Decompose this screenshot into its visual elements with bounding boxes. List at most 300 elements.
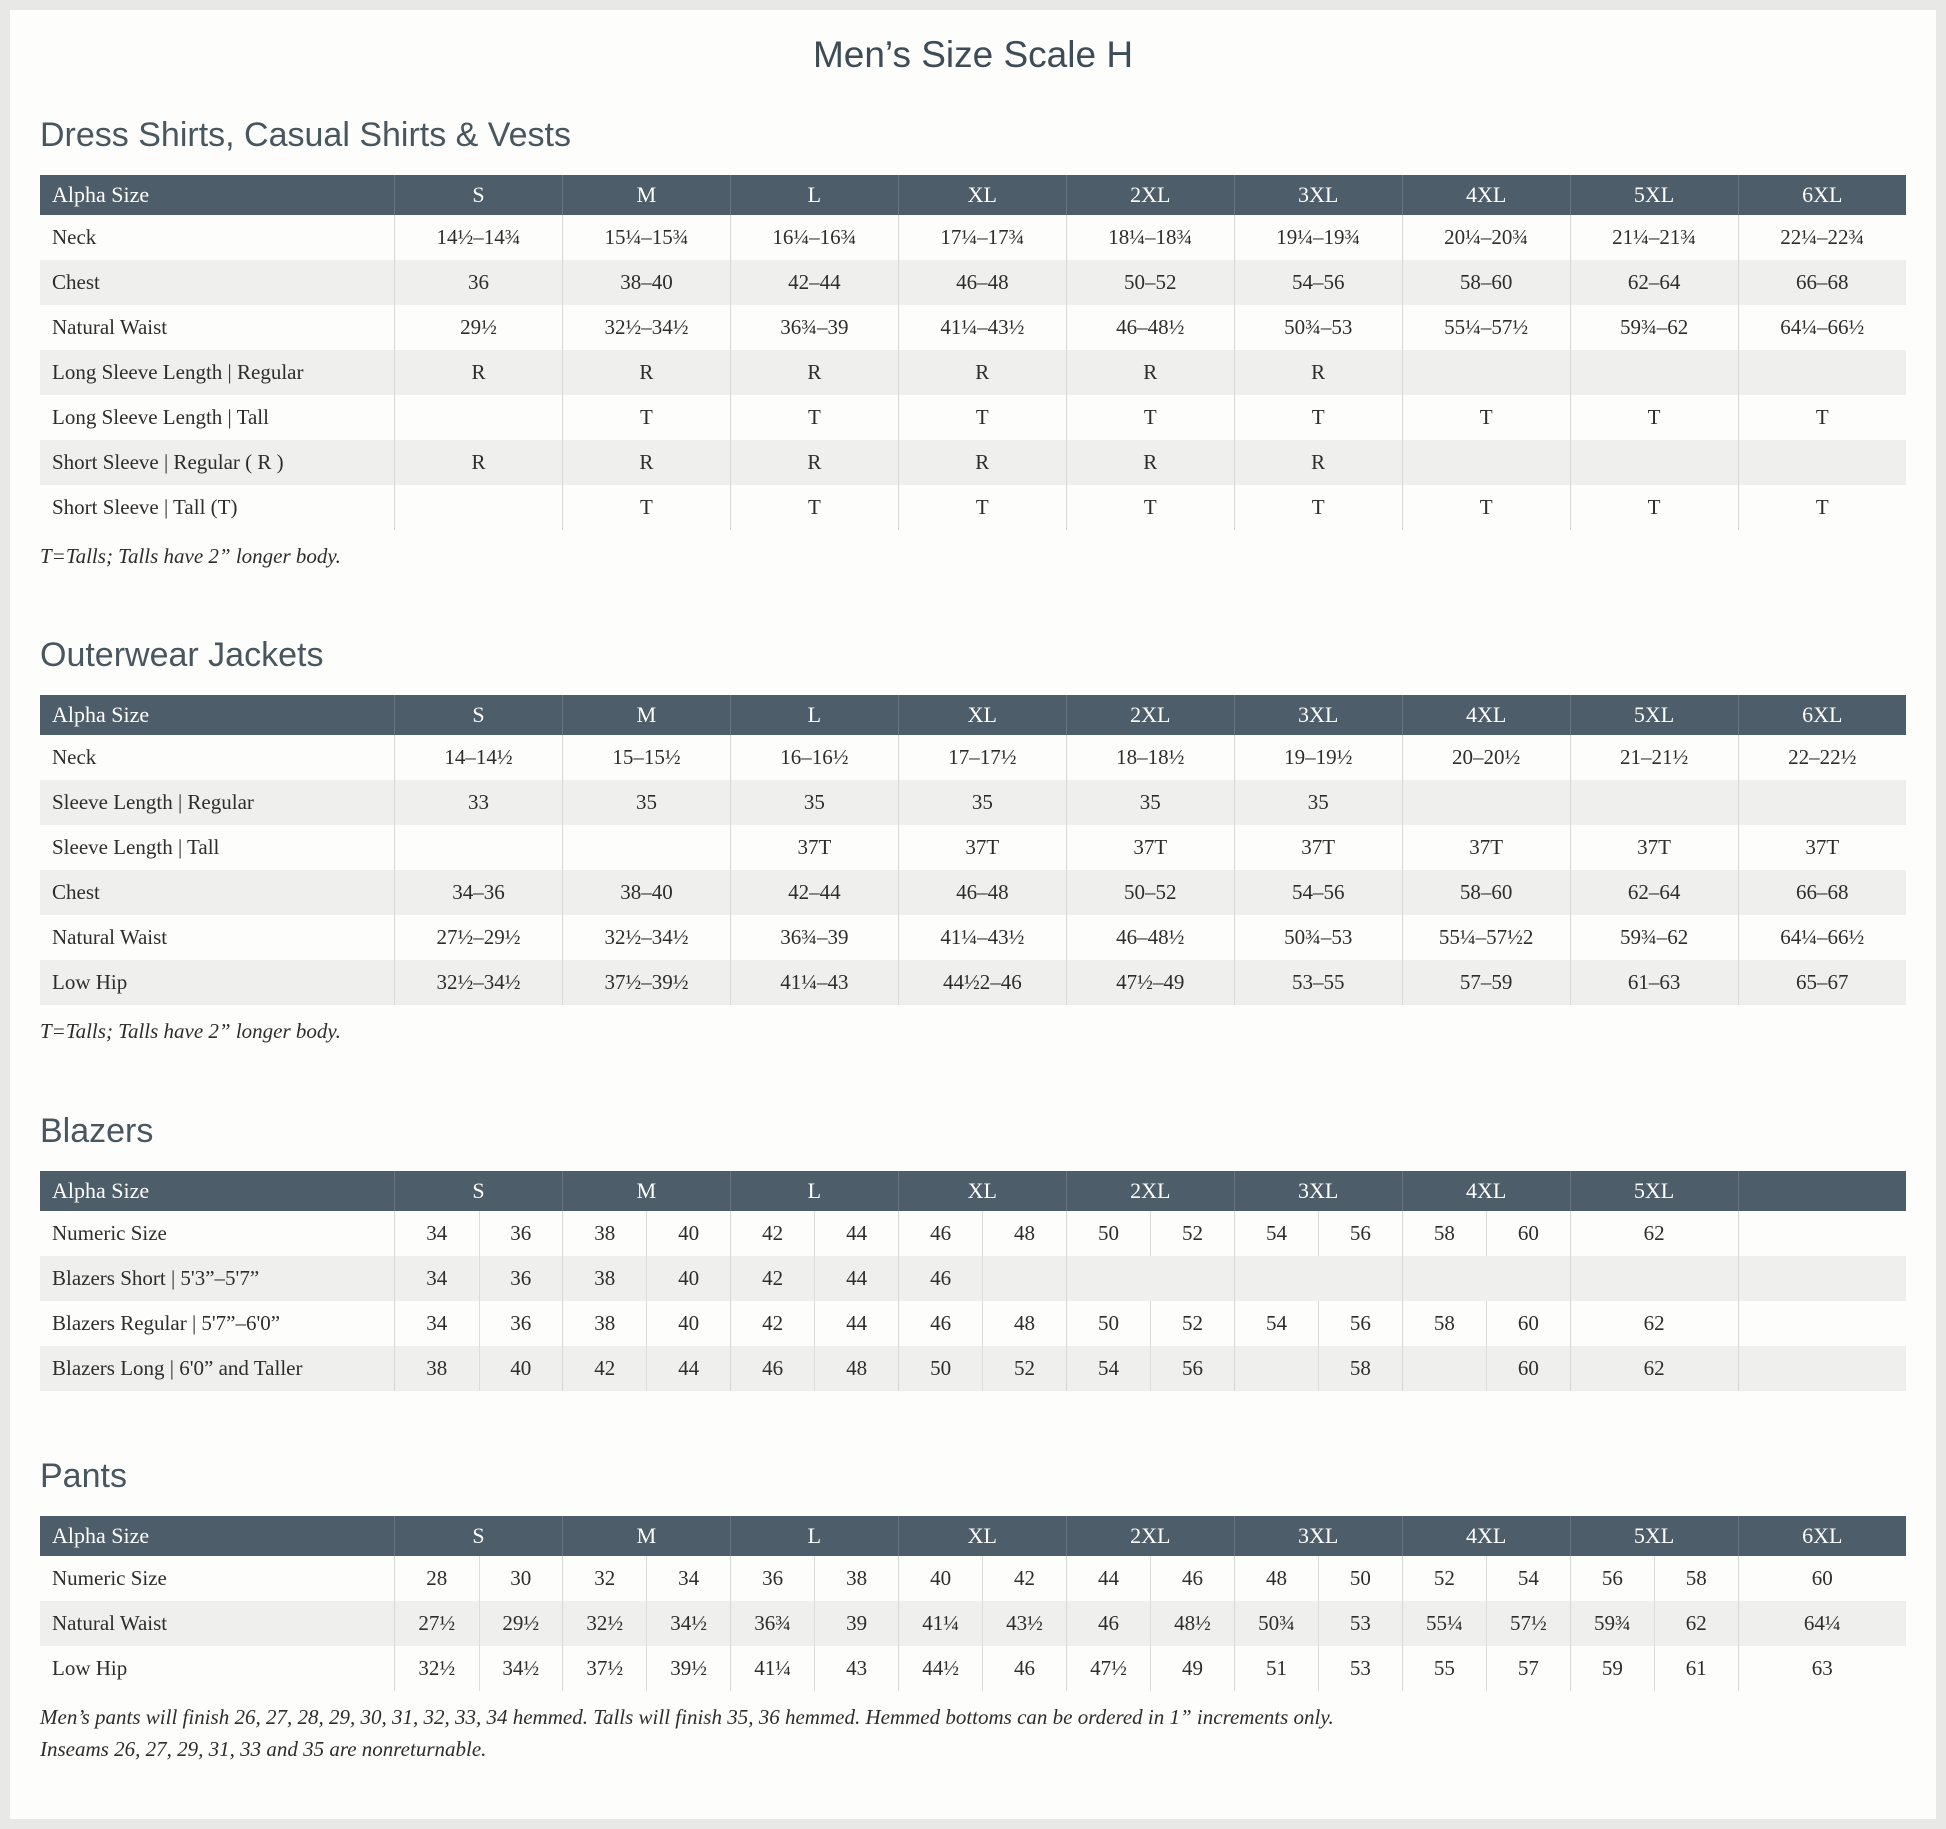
cell-value: 43½ (982, 1601, 1065, 1646)
cell (898, 1601, 1066, 1646)
split-cell (731, 1601, 898, 1646)
cell-value: 38–40 (562, 260, 730, 305)
cell (1234, 1556, 1402, 1601)
cell-value: 57–59 (1402, 960, 1570, 1005)
section-heading: Pants (40, 1456, 127, 1495)
cell-value (395, 825, 563, 870)
split-cell (395, 1346, 562, 1391)
split-cell (731, 1211, 898, 1256)
cell-value (1738, 780, 1906, 825)
cell-value: 59¾ (1593, 1610, 1631, 1635)
cell-value: 52 (982, 1346, 1065, 1391)
cell-value: 36¾–39 (730, 305, 898, 350)
table-header-row (40, 695, 1906, 735)
cell-value: 46–48 (898, 260, 1066, 305)
cell-value: 37T (898, 825, 1066, 870)
cell-value: 50¾–53 (1234, 915, 1402, 960)
cell (1570, 1556, 1738, 1601)
cell-value (1570, 1256, 1738, 1301)
cell-value: 60 (1486, 1211, 1569, 1256)
footnote: T=Talls; Talls have 2” longer body. (40, 1019, 341, 1044)
cell (1234, 1601, 1402, 1646)
cell-value: T (1066, 485, 1234, 530)
alpha-size-header: Alpha Size (40, 695, 395, 735)
cell-value: 58 (1433, 1310, 1455, 1335)
size-table (40, 695, 1906, 1005)
sections-container (40, 116, 1906, 1763)
cell-value: T (1402, 485, 1570, 530)
column-header: S (395, 1516, 563, 1556)
cell-value: R (1234, 350, 1402, 395)
cell-value: 22–22½ (1738, 735, 1906, 780)
cell-value: 58 (1318, 1346, 1401, 1391)
cell-value: 50–52 (1066, 870, 1234, 915)
cell-value: 42 (594, 1355, 616, 1380)
cell (1402, 1346, 1570, 1391)
cell-value: 20¼–20¾ (1402, 215, 1570, 260)
column-header: 3XL (1234, 1516, 1402, 1556)
cell-value: 50 (930, 1355, 952, 1380)
cell-value: 65–67 (1738, 960, 1906, 1005)
cell-value: 32 (594, 1565, 616, 1590)
column-header: M (562, 1516, 730, 1556)
cell-value: 58 (1654, 1556, 1737, 1601)
cell-value: 18¼–18¾ (1066, 215, 1234, 260)
cell (395, 1646, 563, 1691)
row-label: Natural Waist (52, 925, 168, 950)
cell-value: 42 (762, 1220, 784, 1245)
split-cell (563, 1256, 730, 1301)
row-label: Numeric Size (52, 1565, 167, 1590)
cell-value: 57 (1486, 1646, 1569, 1691)
column-header: 4XL (1402, 1516, 1570, 1556)
column-header: M (562, 1171, 730, 1211)
cell-value (1402, 440, 1570, 485)
cell-value (562, 825, 730, 870)
table-header-row (40, 175, 1906, 215)
cell-value (1402, 780, 1570, 825)
cell-value: R (730, 440, 898, 485)
footnote: Inseams 26, 27, 29, 31, 33 and 35 are nonreturnable. (40, 1737, 487, 1762)
column-header: 3XL (1234, 175, 1402, 215)
cell-value (1234, 1256, 1402, 1301)
cell-value: T (898, 395, 1066, 440)
table-row (40, 485, 1906, 530)
cell (1234, 1346, 1402, 1391)
split-cell (563, 1646, 730, 1691)
cell-value: T (1738, 485, 1906, 530)
cell-value: 56 (1601, 1565, 1623, 1590)
cell-value: 54 (1486, 1556, 1569, 1601)
cell (1570, 1601, 1738, 1646)
cell-value: T (1402, 395, 1570, 440)
cell-value (1570, 780, 1738, 825)
column-header: 3XL (1234, 1171, 1402, 1211)
cell-value: 17–17½ (898, 735, 1066, 780)
table-row (40, 215, 1906, 260)
split-cell (1571, 1601, 1738, 1646)
cell (562, 1346, 730, 1391)
cell-value: 46–48½ (1066, 305, 1234, 350)
column-header: 2XL (1066, 1171, 1234, 1211)
column-header: S (395, 695, 563, 735)
cell-value: 51 (1265, 1655, 1287, 1680)
cell-value: 55 (1433, 1655, 1455, 1680)
row-label: Natural Waist (52, 1610, 168, 1635)
cell-value: 18–18½ (1066, 735, 1234, 780)
cell-value (1235, 1346, 1318, 1391)
cell-value: T (562, 395, 730, 440)
cell-value: 36¾ (754, 1610, 792, 1635)
cell-value: T (1738, 395, 1906, 440)
cell-value: 46 (1150, 1556, 1233, 1601)
cell-value: 46–48 (898, 870, 1066, 915)
cell (1234, 1301, 1402, 1346)
cell-value: 37T (1234, 825, 1402, 870)
cell-value: 61 (1654, 1646, 1737, 1691)
cell (730, 1256, 898, 1301)
cell-value: 41¼–43½ (898, 305, 1066, 350)
column-header: 3XL (1234, 695, 1402, 735)
row-label: Long Sleeve Length | Regular (52, 360, 304, 384)
cell-value: 42–44 (730, 260, 898, 305)
split-cell (1067, 1601, 1234, 1646)
cell-value: 50 (1098, 1310, 1120, 1335)
cell-value: 48 (814, 1346, 897, 1391)
split-cell (731, 1646, 898, 1691)
cell (1066, 1211, 1234, 1256)
cell-value: 44 (1098, 1565, 1120, 1590)
cell-value: 44 (646, 1346, 729, 1391)
table-row (40, 1256, 1906, 1301)
cell (898, 1211, 1066, 1256)
alpha-size-header: Alpha Size (40, 1516, 395, 1556)
cell-value: 27½ (418, 1610, 456, 1635)
split-cell (1403, 1556, 1570, 1601)
split-cell (395, 1601, 562, 1646)
cell-value: 64¼–66½ (1738, 305, 1906, 350)
cell-value (395, 485, 563, 530)
cell-value: 37T (1402, 825, 1570, 870)
split-cell (899, 1556, 1066, 1601)
cell-value: 66–68 (1738, 870, 1906, 915)
column-header: 4XL (1402, 1171, 1570, 1211)
table-row (40, 260, 1906, 305)
cell-value: 38 (426, 1355, 448, 1380)
cell-value: T (1066, 395, 1234, 440)
table-row (40, 1301, 1906, 1346)
cell-value: 38 (594, 1220, 616, 1245)
row-label: Sleeve Length | Tall (52, 835, 220, 860)
cell-value: 41¼–43 (730, 960, 898, 1005)
cell (562, 1556, 730, 1601)
row-label: Natural Waist (52, 315, 168, 339)
cell (1234, 1646, 1402, 1691)
split-cell (395, 1211, 562, 1256)
cell-value: R (562, 440, 730, 485)
cell-value (982, 1256, 1065, 1301)
row-label: Short Sleeve | Regular ( R ) (52, 450, 284, 474)
cell-value: R (395, 440, 563, 485)
cell-value: 46 (982, 1646, 1065, 1691)
cell-value (395, 395, 563, 440)
cell-value: 22¼–22¾ (1738, 215, 1906, 260)
cell-value: 35 (1234, 780, 1402, 825)
cell-value: 15–15½ (562, 735, 730, 780)
cell-value: 37T (730, 825, 898, 870)
cell-value: 34 (426, 1310, 448, 1335)
cell (1066, 1646, 1234, 1691)
column-header: L (730, 1171, 898, 1211)
split-cell (899, 1601, 1066, 1646)
cell-value: R (395, 350, 563, 395)
split-cell (899, 1346, 1066, 1391)
cell-value: T (1234, 485, 1402, 530)
section-heading: Blazers (40, 1111, 154, 1150)
cell-value: T (1234, 395, 1402, 440)
cell (898, 1346, 1066, 1391)
cell-value: 58–60 (1402, 870, 1570, 915)
cell-value (1403, 1346, 1486, 1391)
cell (395, 1211, 563, 1256)
cell-value: 46 (930, 1220, 952, 1245)
cell (1402, 1301, 1570, 1346)
column-header: 5XL (1570, 1516, 1738, 1556)
cell (898, 1556, 1066, 1601)
table-row (40, 825, 1906, 870)
row-label: Long Sleeve Length | Tall (52, 405, 269, 429)
split-cell (1235, 1346, 1402, 1391)
cell (1402, 1646, 1570, 1691)
cell-value: 27½–29½ (395, 915, 563, 960)
column-header: L (730, 175, 898, 215)
cell-value: 34 (426, 1220, 448, 1245)
cell-value: 62 (1570, 1301, 1738, 1346)
cell-value: 46 (930, 1310, 952, 1335)
row-label: Low Hip (52, 1655, 128, 1680)
cell-value: 37T (1738, 825, 1906, 870)
cell-value: 33 (395, 780, 563, 825)
column-header: 6XL (1738, 695, 1906, 735)
cell-value: 37½ (586, 1655, 624, 1680)
cell-value: 44 (814, 1301, 897, 1346)
cell-value (1402, 350, 1570, 395)
cell-value: 36 (479, 1211, 562, 1256)
cell-value: 44½2–46 (898, 960, 1066, 1005)
cell-value: 62 (1654, 1601, 1737, 1646)
cell (395, 1301, 563, 1346)
cell-value: 40 (646, 1211, 729, 1256)
row-label: Blazers Long | 6'0” and Taller (52, 1355, 303, 1380)
section-heading: Dress Shirts, Casual Shirts & Vests (40, 116, 571, 154)
cell-value: 39 (814, 1601, 897, 1646)
cell-value: 40 (646, 1301, 729, 1346)
cell-value: 54–56 (1234, 260, 1402, 305)
table-row (40, 1211, 1906, 1256)
split-cell (395, 1301, 562, 1346)
split-cell (395, 1256, 562, 1301)
cell-value: 50–52 (1066, 260, 1234, 305)
cell-value: 34 (646, 1556, 729, 1601)
cell-value: 16–16½ (730, 735, 898, 780)
split-cell (1067, 1211, 1234, 1256)
cell-value: 44 (814, 1211, 897, 1256)
cell-value: 58 (1433, 1220, 1455, 1245)
cell (1234, 1211, 1402, 1256)
footnote: Men’s pants will finish 26, 27, 28, 29, 30, 31, 32, 33, 34 hemmed. Talls will finish 35, 36 hemmed. Hemmed bottoms can be ordered in 1” increments only. (40, 1704, 1334, 1729)
cell-value: 21–21½ (1570, 735, 1738, 780)
cell (898, 1646, 1066, 1691)
cell (395, 1256, 563, 1301)
cell-value: 54 (1098, 1355, 1120, 1380)
cell-value: 56 (1150, 1346, 1233, 1391)
split-cell (1403, 1301, 1570, 1346)
cell-value: 46 (930, 1265, 952, 1290)
table-row (40, 780, 1906, 825)
cell-value: 28 (426, 1565, 448, 1590)
row-label: Numeric Size (52, 1220, 167, 1245)
split-cell (1067, 1646, 1234, 1691)
cell-value: 35 (1066, 780, 1234, 825)
split-cell (899, 1211, 1066, 1256)
size-table (40, 175, 1906, 530)
column-header: 6XL (1738, 175, 1906, 215)
column-header: M (562, 695, 730, 735)
table-row (40, 1646, 1906, 1691)
row-label: Neck (52, 745, 97, 770)
cell-value: 29½ (479, 1601, 562, 1646)
cell-value: 60 (1486, 1346, 1569, 1391)
split-cell (1235, 1301, 1402, 1346)
cell-value: 36 (479, 1256, 562, 1301)
split-cell (1403, 1646, 1570, 1691)
size-table (40, 1516, 1906, 1691)
cell-value: 48 (982, 1301, 1065, 1346)
cell-value: R (1066, 350, 1234, 395)
cell-value: T (1570, 395, 1738, 440)
cell-value: 38 (594, 1310, 616, 1335)
size-section (40, 116, 1906, 570)
cell-value: 40 (930, 1565, 952, 1590)
cell-value: 38–40 (562, 870, 730, 915)
cell-value: 55¼ (1426, 1610, 1463, 1635)
cell-value: R (730, 350, 898, 395)
split-cell (731, 1346, 898, 1391)
table-row (40, 305, 1906, 350)
table-row (40, 960, 1906, 1005)
column-header: S (395, 175, 563, 215)
cell-value: T (730, 485, 898, 530)
cell-value: 19¼–19¾ (1234, 215, 1402, 260)
cell (730, 1346, 898, 1391)
column-header: M (562, 175, 730, 215)
cell-value: 42 (762, 1310, 784, 1335)
cell (1066, 1556, 1234, 1601)
table-row (40, 915, 1906, 960)
cell-value: 42–44 (730, 870, 898, 915)
cell (395, 1346, 563, 1391)
split-cell (1067, 1556, 1234, 1601)
split-cell (899, 1646, 1066, 1691)
cell-value: 39½ (646, 1646, 729, 1691)
cell-value: 64¼ (1738, 1601, 1906, 1646)
cell-value: 32½–34½ (562, 305, 730, 350)
cell (1570, 1646, 1738, 1691)
table-row (40, 1556, 1906, 1601)
cell (562, 1256, 730, 1301)
split-cell (1235, 1646, 1402, 1691)
cell-value: 53 (1318, 1646, 1401, 1691)
split-cell (1571, 1646, 1738, 1691)
cell-value: R (562, 350, 730, 395)
cell-value: 41¼ (754, 1655, 792, 1680)
cell (898, 1256, 1066, 1301)
cell-value (1738, 1211, 1906, 1256)
table-row (40, 1346, 1906, 1391)
cell-value (1738, 1256, 1906, 1301)
row-label: Chest (52, 270, 100, 294)
cell-value: 30 (479, 1556, 562, 1601)
cell (1066, 1601, 1234, 1646)
cell-value: 19–19½ (1234, 735, 1402, 780)
cell-value: 62 (1570, 1211, 1738, 1256)
alpha-size-header: Alpha Size (40, 175, 395, 215)
column-header: 5XL (1570, 1171, 1738, 1211)
cell-value: 20–20½ (1402, 735, 1570, 780)
cell-value: 40 (646, 1256, 729, 1301)
cell-value: 48 (1265, 1565, 1287, 1590)
cell-value: R (1066, 440, 1234, 485)
cell-value: 48 (982, 1211, 1065, 1256)
table-header-row (40, 1516, 1906, 1556)
cell-value: 58–60 (1402, 260, 1570, 305)
row-label: Chest (52, 880, 100, 905)
split-cell (1571, 1556, 1738, 1601)
cell-value: 59¾–62 (1570, 305, 1738, 350)
cell-value: 14½–14¾ (395, 215, 563, 260)
cell-value: 64¼–66½ (1738, 915, 1906, 960)
cell-value (1570, 440, 1738, 485)
cell-value: 38 (814, 1556, 897, 1601)
cell-value (1738, 1301, 1906, 1346)
split-cell (1235, 1211, 1402, 1256)
cell-value (1738, 350, 1906, 395)
column-header (1738, 1171, 1906, 1211)
cell-value: 53–55 (1234, 960, 1402, 1005)
cell (730, 1211, 898, 1256)
split-cell (395, 1556, 562, 1601)
table-row (40, 1601, 1906, 1646)
cell-value: 14–14½ (395, 735, 563, 780)
cell-value: 15¼–15¾ (562, 215, 730, 260)
cell-value: T (1570, 485, 1738, 530)
cell (1402, 1556, 1570, 1601)
column-header: 2XL (1066, 1516, 1234, 1556)
cell-value: 49 (1150, 1646, 1233, 1691)
cell (395, 1556, 563, 1601)
cell-value: 54 (1265, 1310, 1287, 1335)
split-cell (563, 1211, 730, 1256)
split-cell (731, 1256, 898, 1301)
cell (730, 1556, 898, 1601)
cell (1402, 1211, 1570, 1256)
cell (395, 1601, 563, 1646)
cell-value: 21¼–21¾ (1570, 215, 1738, 260)
column-header: 4XL (1402, 175, 1570, 215)
cell-value: 66–68 (1738, 260, 1906, 305)
cell-value: 42 (762, 1265, 784, 1290)
split-cell (1403, 1346, 1570, 1391)
